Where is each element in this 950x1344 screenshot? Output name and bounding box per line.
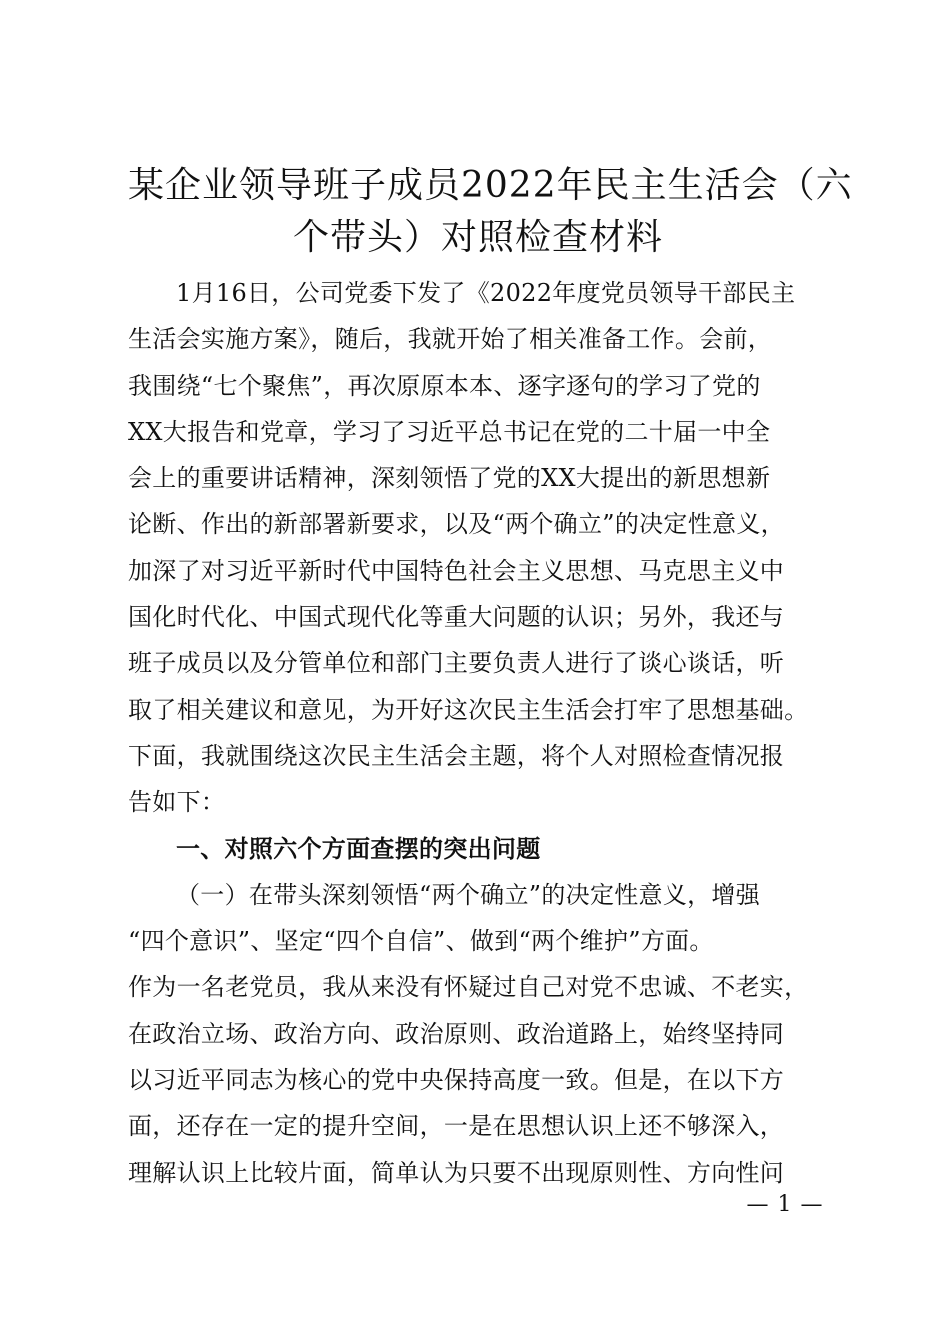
document-title xyxy=(128,160,853,264)
paragraph-line: 以习近平同志为核心的党中央保持高度一致。但是，在以下方 xyxy=(128,1066,785,1095)
paragraph-line: 理解认识上比较片面，简单认为只要不出现原则性、方向性问 xyxy=(128,1158,785,1187)
title-line: 个带头）对照检查材料 xyxy=(292,217,663,258)
paragraph-line: 论断、作出的新部署新要求，以及“两个确立”的决定性意义， xyxy=(128,510,785,539)
paragraph-line: 加深了对习近平新时代中国特色社会主义思想、马克思主义中 xyxy=(128,556,785,585)
page-number: — 1 — xyxy=(746,1192,824,1217)
paragraph-line: 取了相关建议和意见，为开好这次民主生活会打牢了思想基础。 xyxy=(128,695,809,724)
section-heading: 一、对照六个方面查摆的突出问题 xyxy=(176,834,541,863)
paragraph-line: XX大报告和党章，学习了习近平总书记在党的二十届一中全 xyxy=(128,417,771,446)
paragraph-line: 下面，我就围绕这次民主生活会主题，将个人对照检查情况报 xyxy=(128,741,785,770)
paragraph-line: 会上的重要讲话精神，深刻领悟了党的XX大提出的新思想新 xyxy=(128,464,771,493)
paragraph-line: （一）在带头深刻领悟“两个确立”的决定性意义，增强 xyxy=(176,880,761,909)
paragraph-line: 在政治立场、政治方向、政治原则、政治道路上，始终坚持同 xyxy=(128,1019,785,1048)
paragraph-line: “四个意识”、坚定“四个自信”、做到“两个维护”方面。 xyxy=(128,927,714,956)
paragraph-line: 国化时代化、中国式现代化等重大问题的认识；另外，我还与 xyxy=(128,603,785,632)
paragraph-line: 我围绕“七个聚焦”，再次原原本本、逐字逐句的学习了党的 xyxy=(128,371,761,400)
document-body xyxy=(128,270,834,1196)
paragraph-line: 1月16日，公司党委下发了《2022年度党员领导干部民主 xyxy=(176,279,796,307)
paragraph-line: 面，还存在一定的提升空间，一是在思想认识上还不够深入， xyxy=(128,1112,785,1141)
title-line: 某企业领导班子成员2022年民主生活会（六 xyxy=(128,165,853,206)
paragraph-line: 班子成员以及分管单位和部门主要负责人进行了谈心谈话，听 xyxy=(128,649,785,678)
paragraph-line: 生活会实施方案》，随后，我就开始了相关准备工作。会前， xyxy=(128,325,773,354)
paragraph-line: 告如下： xyxy=(128,788,226,817)
paragraph-line: 作为一名老党员，我从来没有怀疑过自己对党不忠诚、不老实， xyxy=(128,973,809,1002)
